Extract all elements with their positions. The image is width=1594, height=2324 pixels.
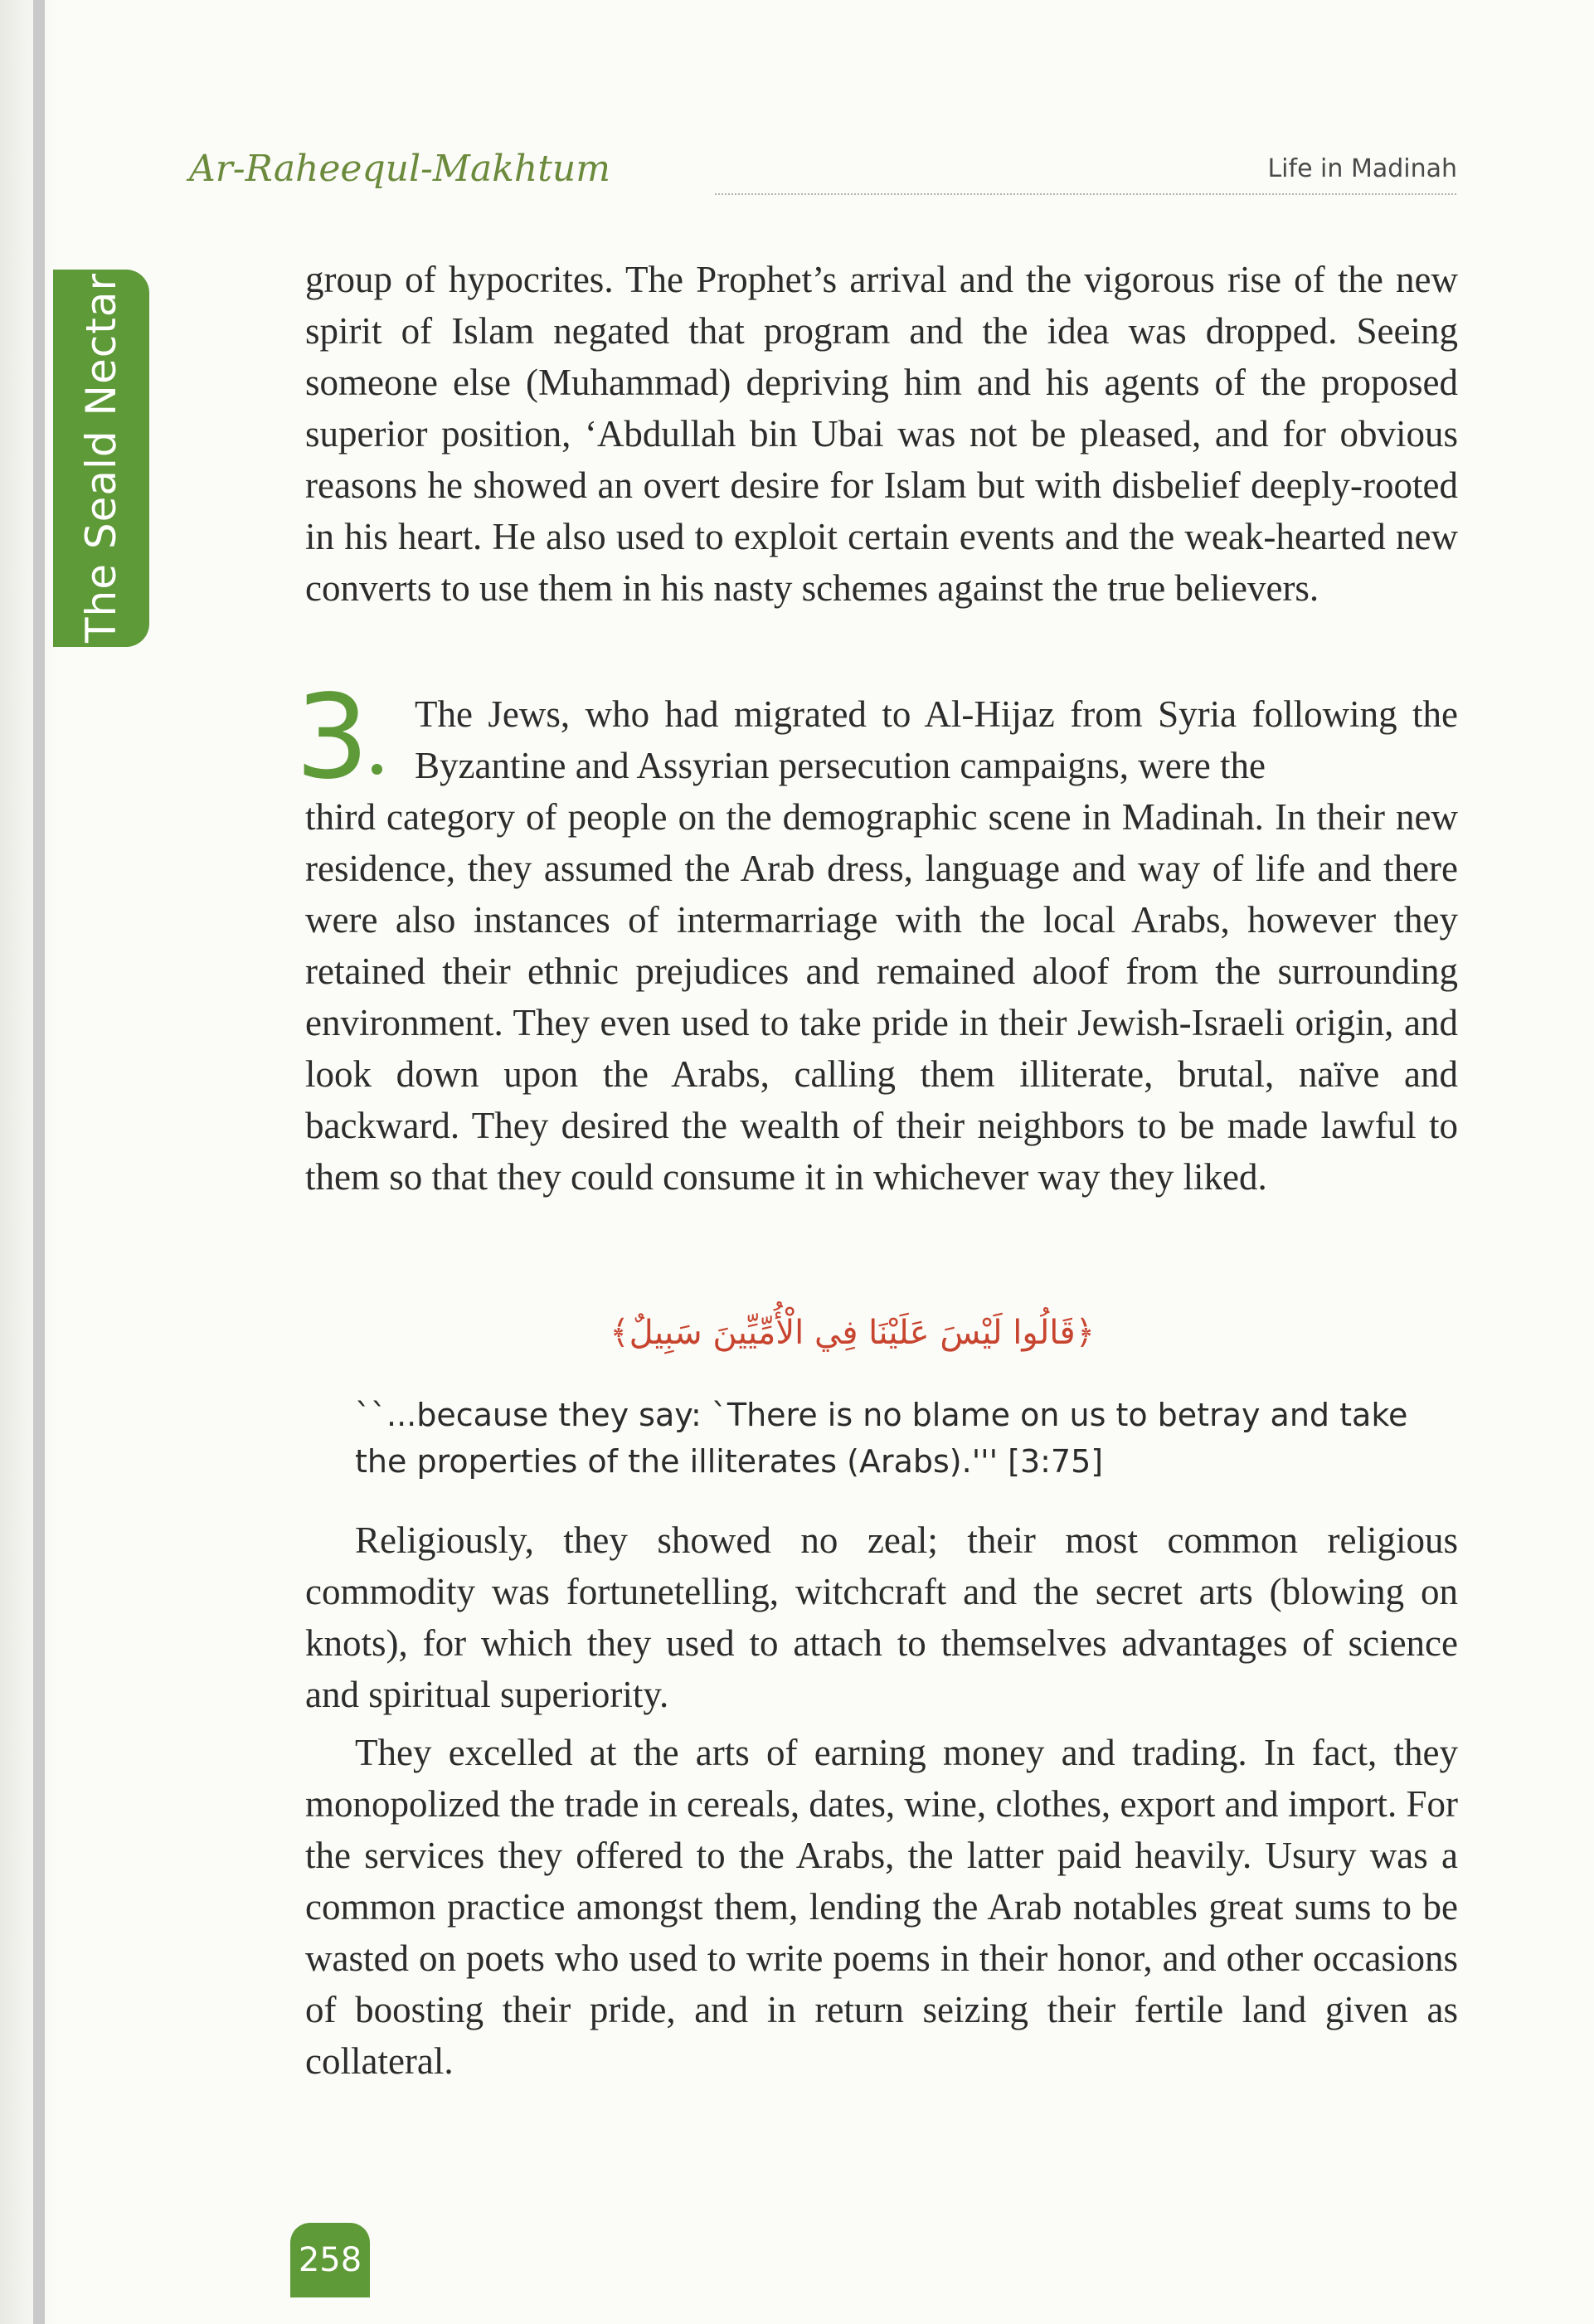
paragraph-trade: They excelled at the arts of earning money and trading. In fact, they monopolized the trade in cereals, dates, wine, clothes, export and import. For the services they offered to the Arabs, the latter paid heavily. Usury was a common practice amongst them, lending the Arab notables great sums to be wasted on poets who used to write poems in their honor, and other occasions of boosting their pride, and in return seizing their fertile land given as collateral. [305, 1732, 1458, 2082]
paragraph-religion: Religiously, they showed no zeal; their most common religious commodity was fortunetelling, witchcraft and the secret arts (blowing on knots), for which they used to attach to themselves advantages of science and spiritual superiority. [305, 1519, 1458, 1715]
point-number: 3 [295, 670, 370, 805]
paragraph-hypocrites: group of hypocrites. The Prophet’s arrival and the vigorous rise of the new spirit of Islam negated that program and the idea was dropped. Seeing someone else (Muhammad) depriving him and his agents of the proposed superior position, ‘Abdullah bin Ubai was not be pleased, and for obvious reasons he showed an overt desire for Islam but with disbelief deeply-rooted in his heart. He also used to exploit certain events and the weak-hearted new converts to use them in his nasty schemes against the true believers. [305, 259, 1458, 609]
header-dotted-rule [715, 193, 1456, 195]
verse-translation: ``...because they say: `There is no blame on us to betray and take the properties of the illiterates (Arabs).''' [3:75] [355, 1397, 1408, 1480]
paragraph-jews-intro: The Jews, who had migrated to Al-Hijaz from Syria following the Byzantine and Assyrian persecution campaigns, were the [415, 693, 1458, 786]
margin-rule [33, 0, 45, 2324]
page-number: 258 [290, 2223, 370, 2297]
point-number-dot [372, 764, 382, 775]
binding-shadow [0, 0, 58, 2324]
side-tab-label: The Seald Nectar [77, 272, 125, 644]
paragraph-jews: third category of people on the demographic scene in Madinah. In their new residence, they assumed the Arab dress, language and way of life and there were also instances of intermarriage with the local Arabs, however they retained their ethnic prejudices and remained aloof from the surrounding environment. They even used to take pride in their Jewish-Israeli origin, and look down upon the Arabs, calling them illiterate, brutal, naïve and backward. They desired the wealth of their neighbors to be made lawful to them so that they could consume it in whichever way they liked. [305, 796, 1458, 1198]
running-header-chapter: Life in Madinah [1267, 154, 1457, 183]
running-header-book-title: Ar-Raheequl-Makhtum [189, 148, 610, 190]
arabic-verse: ﴿قَالُوا لَيْسَ عَلَيْنَا فِي الْأُمِّيِّينَ سَبِيلٌ﴾ [610, 1314, 1095, 1352]
